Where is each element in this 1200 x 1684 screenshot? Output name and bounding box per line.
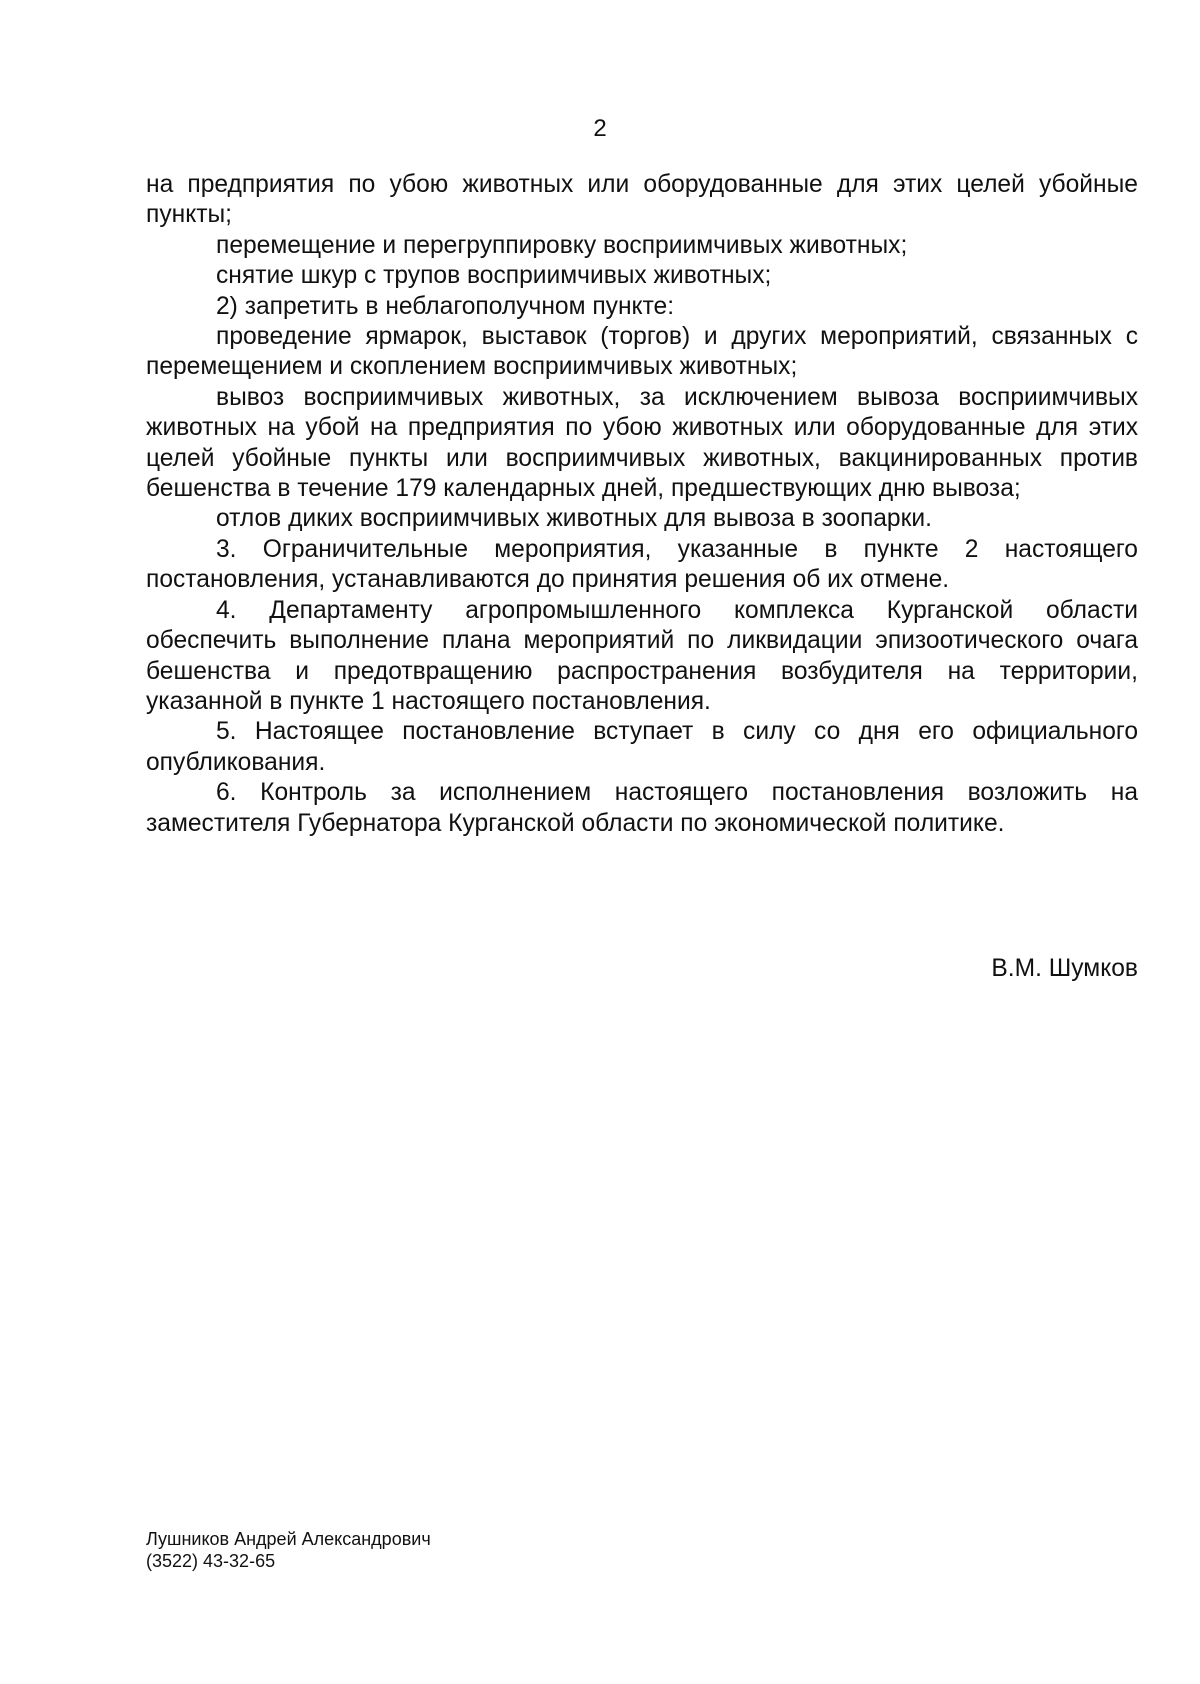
paragraph-item-4: 4. Департаменту агропромышленного комплекса Курганской области обеспечить выполнение плана мероприятий по ликвидации эпизоотического очага бешенства и предотвращению распространения возбудителя на территории, указанной в пункте 1 настоящего постановления. (146, 596, 1138, 715)
paragraph-relocation: перемещение и перегруппировку восприимчивых животных; (216, 231, 908, 259)
paragraph-continuation: на предприятия по убою животных или оборудованные для этих целей убойные пункты; (146, 171, 1138, 229)
paragraph-wild-animals: отлов диких восприимчивых животных для вывоза в зоопарки. (216, 505, 932, 533)
paragraph-item-5: 5. Настоящее постановление вступает в силу со дня его официального опубликования. (146, 718, 1138, 776)
paragraph-fairs: проведение ярмарок, выставок (торгов) и других мероприятий, связанных с перемещением и скоплением восприимчивых животных; (146, 323, 1138, 381)
signature-name: В.М. Шумков (991, 955, 1138, 982)
paragraph-skinning: снятие шкур с трупов восприимчивых животных; (216, 262, 772, 290)
page-number: 2 (593, 115, 607, 142)
paragraph-item-6: 6. Контроль за исполнением настоящего постановления возложить на заместителя Губернатора Курганской области по экономической политике. (146, 779, 1138, 837)
document-body (146, 170, 1138, 839)
paragraph-export: вывоз восприимчивых животных, за исключением вывоза восприимчивых животных на убой на предприятия по убою животных или оборудованные для этих целей убойные пункты или восприимчивых животных, вакцинированных против бешенства в течение 179 календарных дней, предшествующих дню вывоза; (146, 383, 1138, 503)
executor-phone: (3522) 43-32-65 (146, 1551, 276, 1571)
paragraph-prohibition-header: 2) запретить в неблагополучном пункте: (216, 292, 675, 320)
paragraph-item-3: 3. Ограничительные мероприятия, указанные в пункте 2 настоящего постановления, устанавливаются до принятия решения об их отмене. (146, 535, 1138, 594)
executor-block (146, 1528, 431, 1572)
executor-name: Лушников Андрей Александрович (146, 1529, 431, 1549)
